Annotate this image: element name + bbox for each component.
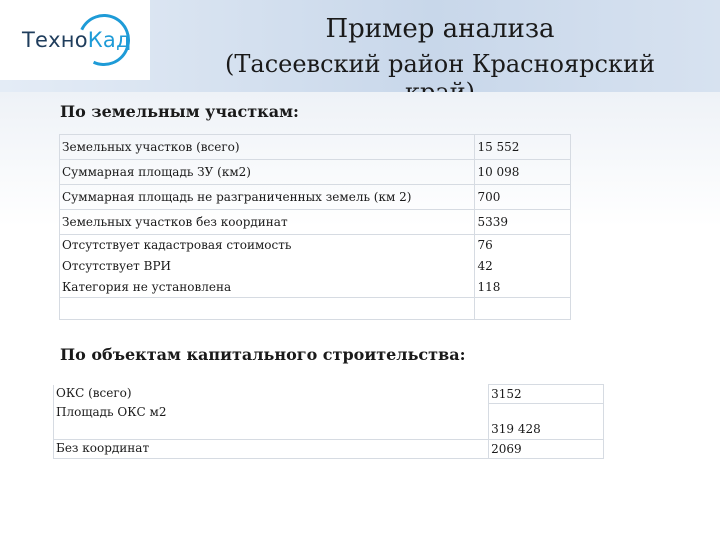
table-row <box>54 440 604 459</box>
table-row <box>54 404 604 440</box>
row-label: Площадь ОКС м2 <box>54 404 489 440</box>
table-row <box>60 256 571 277</box>
page-title: Пример анализа <box>325 14 555 44</box>
oks-table <box>53 384 604 459</box>
row-label: ОКС (всего) <box>54 385 489 404</box>
row-value: 5339 <box>475 210 571 235</box>
row-label: Отсутствует кадастровая стоимость <box>60 235 475 256</box>
table-row-empty <box>60 298 571 320</box>
row-value: 700 <box>475 185 571 210</box>
logo-box <box>0 0 150 80</box>
row-value: 2069 <box>489 440 604 459</box>
table-row <box>60 210 571 235</box>
row-value: 76 <box>475 235 571 256</box>
row-label: Без координат <box>54 440 489 459</box>
oks-section-heading: По объектам капитального строительства: <box>60 345 466 364</box>
row-value-empty <box>475 298 571 320</box>
table-row <box>60 185 571 210</box>
row-value: 3152 <box>489 385 604 404</box>
row-value: 10 098 <box>475 160 571 185</box>
row-value: 15 552 <box>475 135 571 160</box>
table-row <box>54 385 604 404</box>
land-table <box>59 134 571 320</box>
row-value: 42 <box>475 256 571 277</box>
row-value: 118 <box>475 277 571 298</box>
page-subtitle: (Тасеевский район Красноярский <box>225 50 655 78</box>
row-label: Отсутствует ВРИ <box>60 256 475 277</box>
logo-text-part2: Кад <box>87 28 131 52</box>
row-label: Суммарная площадь ЗУ (км2) <box>60 160 475 185</box>
row-label-empty <box>60 298 475 320</box>
land-section-heading: По земельным участкам: <box>60 102 299 121</box>
table-row <box>60 277 571 298</box>
row-label: Суммарная площадь не разграниченных земель (км 2) <box>60 185 475 210</box>
table-row <box>60 135 571 160</box>
table-row <box>60 235 571 256</box>
row-value: 319 428 <box>489 404 604 440</box>
row-label: Земельных участков (всего) <box>60 135 475 160</box>
row-label: Категория не установлена <box>60 277 475 298</box>
table-row <box>60 160 571 185</box>
logo-text-part1: Техно <box>22 28 88 52</box>
logo <box>22 28 131 52</box>
row-label: Земельных участков без координат <box>60 210 475 235</box>
